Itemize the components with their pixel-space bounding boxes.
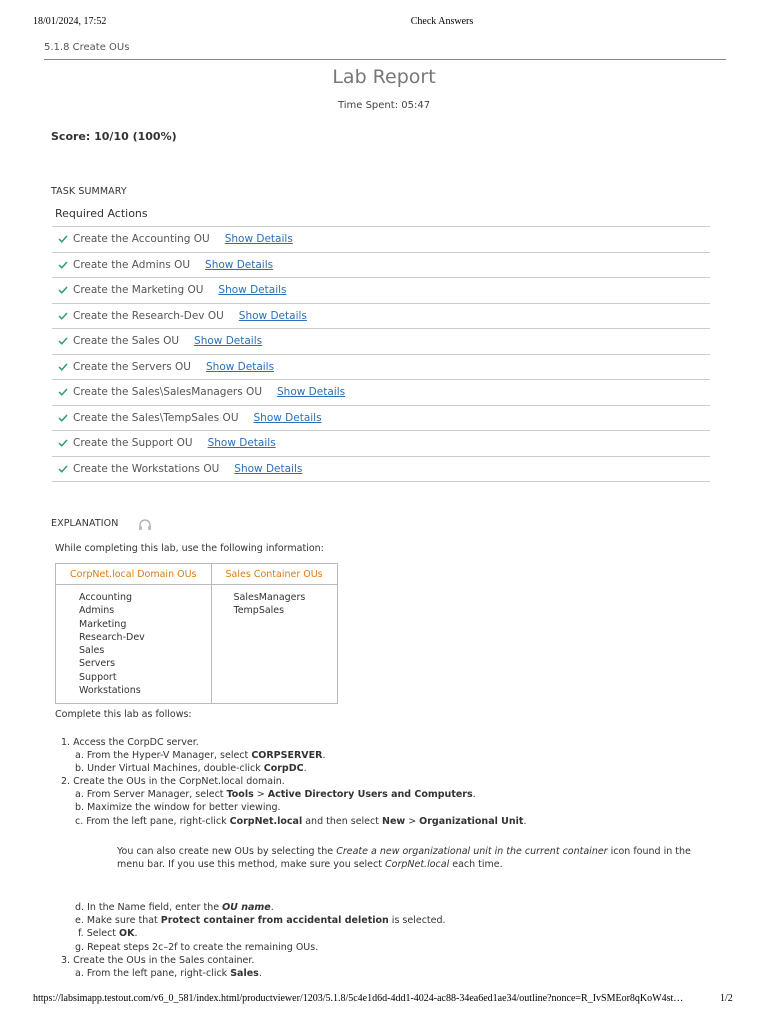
step-3a: a. From the left pane, right-click Sales. — [75, 967, 262, 979]
time-spent: Time Spent: 05:47 — [337, 100, 431, 111]
page-number: 1/2 — [720, 993, 733, 1004]
task-label: Create the Support OU — [73, 437, 193, 450]
print-date: 18/01/2024, 17:52 — [33, 16, 107, 27]
note: You can also create new OUs by selecting the Create a new organizational unit in the current container icon found in the menu bar. If you use this method, make sure you select CorpNet.local each time. — [117, 845, 691, 870]
task-label: Create the Workstations OU — [73, 462, 220, 475]
list-item: Marketing — [79, 618, 127, 630]
table-header-domain-ous: CorpNet.local Domain OUs — [56, 564, 212, 585]
step-1a: a. From the Hyper-V Manager, select CORPSERVER. — [75, 750, 326, 762]
step-list — [61, 736, 721, 980]
step-2: 2. Create the OUs in the CorpNet.local domain. — [61, 776, 285, 788]
task-label: Create the Accounting OU — [73, 233, 210, 246]
step-2f: f. Select OK. — [75, 928, 138, 940]
check-icon — [58, 439, 68, 447]
step-1b: b. Under Virtual Machines, double-click CorpDC. — [75, 763, 307, 775]
explanation-heading: EXPLANATION — [51, 518, 119, 529]
task-row — [52, 355, 710, 381]
step-3: 3. Create the OUs in the Sales container. — [61, 954, 255, 966]
task-row — [52, 380, 710, 406]
show-details-link[interactable]: Show Details — [253, 411, 322, 424]
check-icon — [58, 261, 68, 269]
check-icon — [58, 286, 68, 294]
check-icon — [58, 337, 68, 345]
check-icon — [58, 312, 68, 320]
explanation-intro: While completing this lab, use the following information: — [55, 543, 324, 554]
task-row — [52, 457, 710, 483]
domain-ou-list — [56, 585, 212, 704]
table-header-sales-ous: Sales Container OUs — [211, 564, 337, 585]
task-row — [52, 227, 710, 253]
show-details-link[interactable]: Show Details — [218, 284, 287, 297]
list-item: SalesManagers — [233, 592, 306, 603]
task-summary-heading: TASK SUMMARY — [51, 186, 127, 197]
show-details-link[interactable]: Show Details — [238, 309, 307, 322]
page-title: Lab Report — [332, 66, 436, 88]
step-2e: e. Make sure that Protect container from accidental deletion is selected. — [75, 915, 446, 927]
check-icon — [58, 388, 68, 396]
show-details-link[interactable]: Show Details — [224, 233, 293, 246]
check-icon — [58, 235, 68, 243]
task-row — [52, 304, 710, 330]
list-item: TempSales — [233, 605, 285, 617]
task-row — [52, 253, 710, 279]
check-icon — [58, 414, 68, 422]
task-label: Create the Servers OU — [73, 360, 191, 373]
breadcrumb: 5.1.8 Create OUs — [44, 42, 130, 53]
list-item: Accounting — [79, 592, 133, 603]
ou-table — [55, 563, 338, 704]
task-row — [52, 329, 710, 355]
list-item: Research-Dev — [79, 631, 145, 643]
show-details-link[interactable]: Show Details — [277, 386, 346, 399]
header-divider — [44, 59, 726, 60]
check-icon — [58, 363, 68, 371]
list-item: Admins — [79, 605, 115, 617]
list-item: Servers — [79, 658, 116, 670]
required-actions-heading: Required Actions — [55, 207, 148, 220]
page-url: https://labsimapp.testout.com/v6_0_581/index.html/productviewer/1203/5.1.8/5c4e1d6d-4dd1-4024-ac88-34ea6ed1ae34/outline?nonce=R_IvSMEor8qKoW4st… — [33, 993, 684, 1004]
task-label: Create the Sales\SalesManagers OU — [73, 386, 263, 399]
task-label: Create the Marketing OU — [73, 284, 204, 297]
list-item: Workstations — [79, 685, 141, 697]
step-2a: a. From Server Manager, select Tools > Active Directory Users and Computers. — [75, 789, 476, 801]
show-details-link[interactable]: Show Details — [205, 258, 274, 271]
show-details-link[interactable]: Show Details — [207, 437, 276, 450]
task-label: Create the Research-Dev OU — [73, 309, 224, 322]
task-row — [52, 406, 710, 432]
task-list — [52, 226, 710, 482]
headphones-icon[interactable] — [138, 516, 152, 535]
list-item: Sales — [79, 645, 105, 657]
step-2b: b. Maximize the window for better viewing. — [75, 802, 281, 814]
print-title: Check Answers — [410, 16, 474, 27]
complete-intro: Complete this lab as follows: — [55, 709, 192, 720]
show-details-link[interactable]: Show Details — [206, 360, 275, 373]
show-details-link[interactable]: Show Details — [234, 462, 303, 475]
task-label: Create the Admins OU — [73, 258, 191, 271]
step-2c: c. From the left pane, right-click CorpNet.local and then select New > Organizational Unit. — [75, 815, 527, 827]
check-icon — [58, 465, 68, 473]
task-label: Create the Sales OU — [73, 335, 180, 348]
step-2g: g. Repeat steps 2c–2f to create the remaining OUs. — [75, 941, 319, 953]
task-row — [52, 278, 710, 304]
task-row — [52, 431, 710, 457]
step-2d: d. In the Name field, enter the OU name. — [75, 902, 274, 914]
show-details-link[interactable]: Show Details — [194, 335, 263, 348]
score: Score: 10/10 (100%) — [51, 130, 177, 143]
task-label: Create the Sales\TempSales OU — [73, 411, 239, 424]
list-item: Support — [79, 671, 117, 683]
step-1: 1. Access the CorpDC server. — [61, 737, 199, 748]
sales-ou-list — [211, 585, 337, 704]
